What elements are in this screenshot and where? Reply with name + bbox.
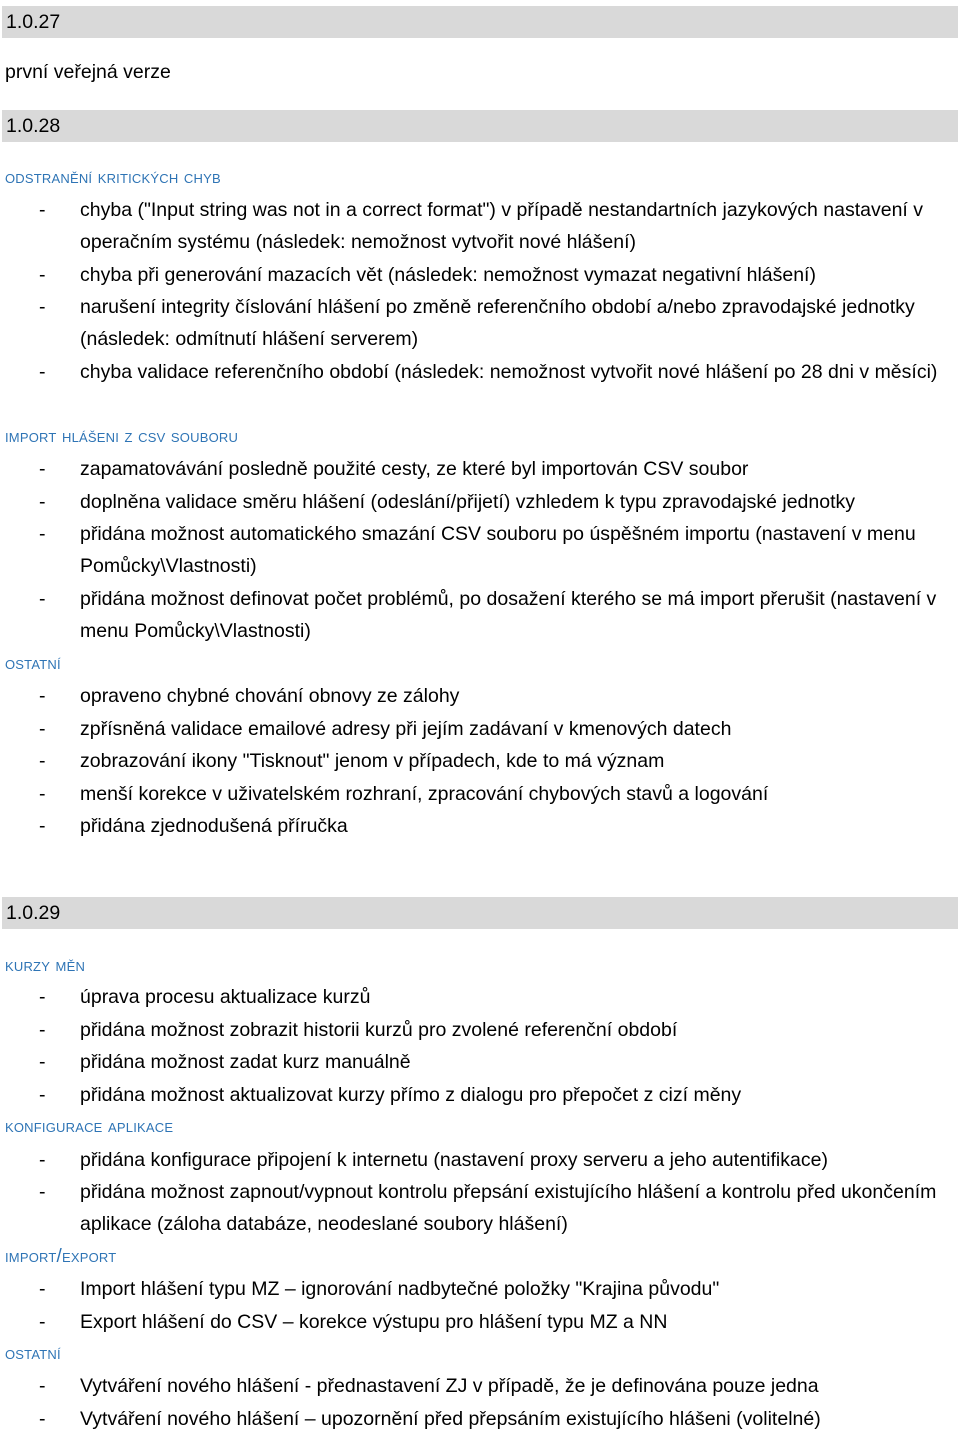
list-item-text: Vytváření nového hlášení – upozornění před přepsáním existujícího hlášeni (volitelné) [80, 1408, 821, 1430]
bullet-dash: - [39, 1375, 46, 1397]
list-item-text: přidána možnost aktualizovat kurzy přímo z dialogu pro přepočet z cizí měny [80, 1084, 742, 1106]
list-item-text: přidána možnost zapnout/vypnout kontrolu přepsání existujícího hlášení a kontrolu před ukončením aplikace (záloha databáze, neodeslané soubory hlášení) [80, 1181, 937, 1236]
section-heading: ostatní [5, 653, 61, 674]
bullet-dash: - [39, 750, 46, 772]
list-item-text: přidána možnost zobrazit historii kurzů pro zvolené referenční období [80, 1019, 678, 1041]
list-item-text: zobrazování ikony "Tisknout" jenom v případech, kde to má význam [80, 750, 665, 772]
bullet-dash: - [39, 783, 46, 805]
section-heading: import hlášeni z csv souboru [5, 426, 239, 447]
section-heading: kurzy měn [5, 955, 86, 976]
bullet-dash: - [39, 491, 46, 513]
bullet-dash: - [39, 296, 46, 318]
list-item-text: přidána konfigurace připojení k internetu (nastavení proxy serveru a jeho autentifikace) [80, 1149, 828, 1171]
bullet-dash: - [39, 1181, 46, 1203]
bullet-dash: - [39, 1019, 46, 1041]
bullet-dash: - [39, 1051, 46, 1073]
bullet-dash: - [39, 264, 46, 286]
list-item-text: chyba ("Input string was not in a correct format") v případě nestandartních jazykových nastavení v operačním systému (následek: nemožnost vytvořit nové hlášení) [80, 199, 924, 254]
bullet-dash: - [39, 361, 46, 383]
list-item-text: přidána zjednodušená příručka [80, 815, 348, 837]
bullet-dash: - [39, 1149, 46, 1171]
version-header: 1.0.29 [2, 897, 958, 929]
version-note: první veřejná verze [5, 61, 171, 83]
list-item-text: Export hlášení do CSV – korekce výstupu pro hlášení typu MZ a NN [80, 1311, 668, 1333]
list-item-text: Vytváření nového hlášení - přednastavení ZJ v případě, že je definována pouze jedna [80, 1375, 819, 1397]
bullet-dash: - [39, 986, 46, 1008]
bullet-dash: - [39, 1311, 46, 1333]
bullet-dash: - [39, 1408, 46, 1430]
list-item-text: doplněna validace směru hlášení (odeslání/přijetí) vzhledem k typu zpravodajské jednotky [80, 491, 856, 513]
bullet-dash: - [39, 685, 46, 707]
list-item-text: zapamatovávání posledně použité cesty, ze které byl importován CSV soubor [80, 458, 749, 480]
bullet-dash: - [39, 523, 46, 545]
list-item-text: úprava procesu aktualizace kurzů [80, 986, 371, 1008]
bullet-dash: - [39, 1278, 46, 1300]
bullet-dash: - [39, 458, 46, 480]
list-item-text: zpřísněná validace emailové adresy při jejím zadávaní v kmenových datech [80, 718, 732, 740]
section-heading: konfigurace aplikace [5, 1116, 174, 1137]
list-item-text: přidána možnost definovat počet problémů, po dosažení kterého se má import přerušit (nastavení v menu Pomůcky\Vlastnosti) [80, 588, 937, 643]
version-header: 1.0.28 [2, 110, 958, 142]
list-item-text: opraveno chybné chování obnovy ze zálohy [80, 685, 460, 707]
version-header: 1.0.27 [2, 6, 958, 38]
list-item-text: Import hlášení typu MZ – ignorování nadbytečné položky "Krajina původu" [80, 1278, 720, 1300]
bullet-dash: - [39, 199, 46, 221]
section-heading: ostatní [5, 1343, 61, 1364]
section-heading: odstranění kritických chyb [5, 167, 221, 188]
bullet-dash: - [39, 1084, 46, 1106]
list-item-text: narušení integrity číslování hlášení po změně referenčního období a/nebo zpravodajské jednotky (následek: odmítnutí hlášení serverem) [80, 296, 915, 351]
bullet-dash: - [39, 815, 46, 837]
list-item-text: menší korekce v uživatelském rozhraní, zpracování chybových stavů a logování [80, 783, 769, 805]
list-item-text: chyba při generování mazacích vět (následek: nemožnost vymazat negativní hlášení) [80, 264, 816, 286]
list-item-text: chyba validace referenčního období (následek: nemožnost vytvořit nové hlášení po 28 dni v měsíci) [80, 361, 938, 383]
list-item-text: přidána možnost zadat kurz manuálně [80, 1051, 411, 1073]
bullet-dash: - [39, 588, 46, 610]
bullet-dash: - [39, 718, 46, 740]
list-item-text: přidána možnost automatického smazání CSV souboru po úspěšném importu (nastavení v menu Pomůcky\Vlastnosti) [80, 523, 916, 578]
section-heading: import/export [5, 1246, 117, 1267]
